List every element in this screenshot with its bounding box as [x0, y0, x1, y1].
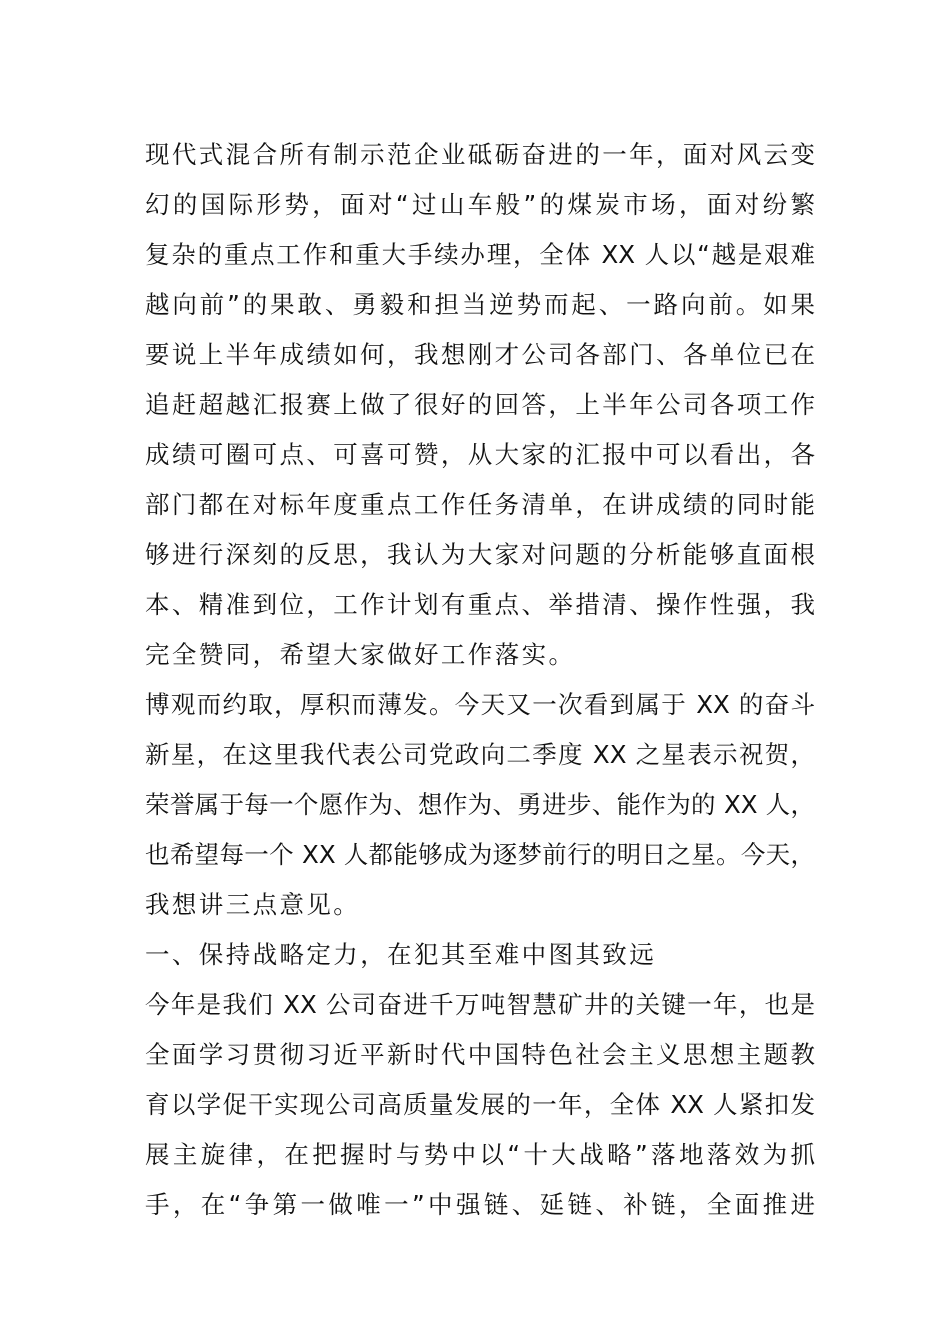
- text-line: 现代式混合所有制示范企业砥砺奋进的一年，面对风云变: [145, 140, 815, 169]
- text-line: 手，在“争第一做唯一”中强链、延链、补链，全面推进: [145, 1190, 815, 1219]
- text-line: 幻的国际形势，面对“过山车般”的煤炭市场，面对纷繁: [145, 190, 815, 219]
- text-line: 越向前”的果敢、勇毅和担当逆势而起、一路向前。如果: [145, 290, 815, 319]
- text-line: 完全赞同，希望大家做好工作落实。: [145, 640, 576, 669]
- text-line: 全面学习贯彻习近平新时代中国特色社会主义思想主题教: [145, 1040, 815, 1069]
- text-line: 成绩可圈可点、可喜可赞，从大家的汇报中可以看出，各: [145, 440, 815, 469]
- text-line: 新星，在这里我代表公司党政向二季度 XX 之星表示祝贺，: [145, 740, 815, 769]
- text-line: 荣誉属于每一个愿作为、想作为、勇进步、能作为的 XX 人，: [145, 790, 815, 819]
- text-line: 今年是我们 XX 公司奋进千万吨智慧矿井的关键一年，也是: [145, 990, 815, 1019]
- text-line: 追赶超越汇报赛上做了很好的回答，上半年公司各项工作: [145, 390, 815, 419]
- text-line: 复杂的重点工作和重大手续办理，全体 XX 人以“越是艰难: [145, 240, 815, 269]
- text-line: 博观而约取，厚积而薄发。今天又一次看到属于 XX 的奋斗: [145, 690, 815, 719]
- text-line: 也希望每一个 XX 人都能够成为逐梦前行的明日之星。今天，: [145, 840, 815, 869]
- paragraph-2: [145, 680, 815, 930]
- text-line: 我想讲三点意见。: [145, 890, 361, 919]
- paragraph-1: [145, 130, 815, 680]
- text-line: 要说上半年成绩如何，我想刚才公司各部门、各单位已在: [145, 340, 815, 369]
- section-heading: [145, 930, 815, 980]
- heading-line: 一、保持战略定力，在犯其至难中图其致远: [145, 940, 657, 969]
- text-line: 展主旋律，在把握时与势中以“十大战略”落地落效为抓: [145, 1140, 815, 1169]
- paragraph-3: [145, 980, 815, 1230]
- text-line: 够进行深刻的反思，我认为大家对问题的分析能够直面根: [145, 540, 815, 569]
- text-line: 部门都在对标年度重点工作任务清单，在讲成绩的同时能: [145, 490, 815, 519]
- document-body: [145, 130, 815, 1230]
- text-line: 本、精准到位，工作计划有重点、举措清、操作性强，我: [145, 590, 815, 619]
- text-line: 育以学促干实现公司高质量发展的一年，全体 XX 人紧扣发: [145, 1090, 815, 1119]
